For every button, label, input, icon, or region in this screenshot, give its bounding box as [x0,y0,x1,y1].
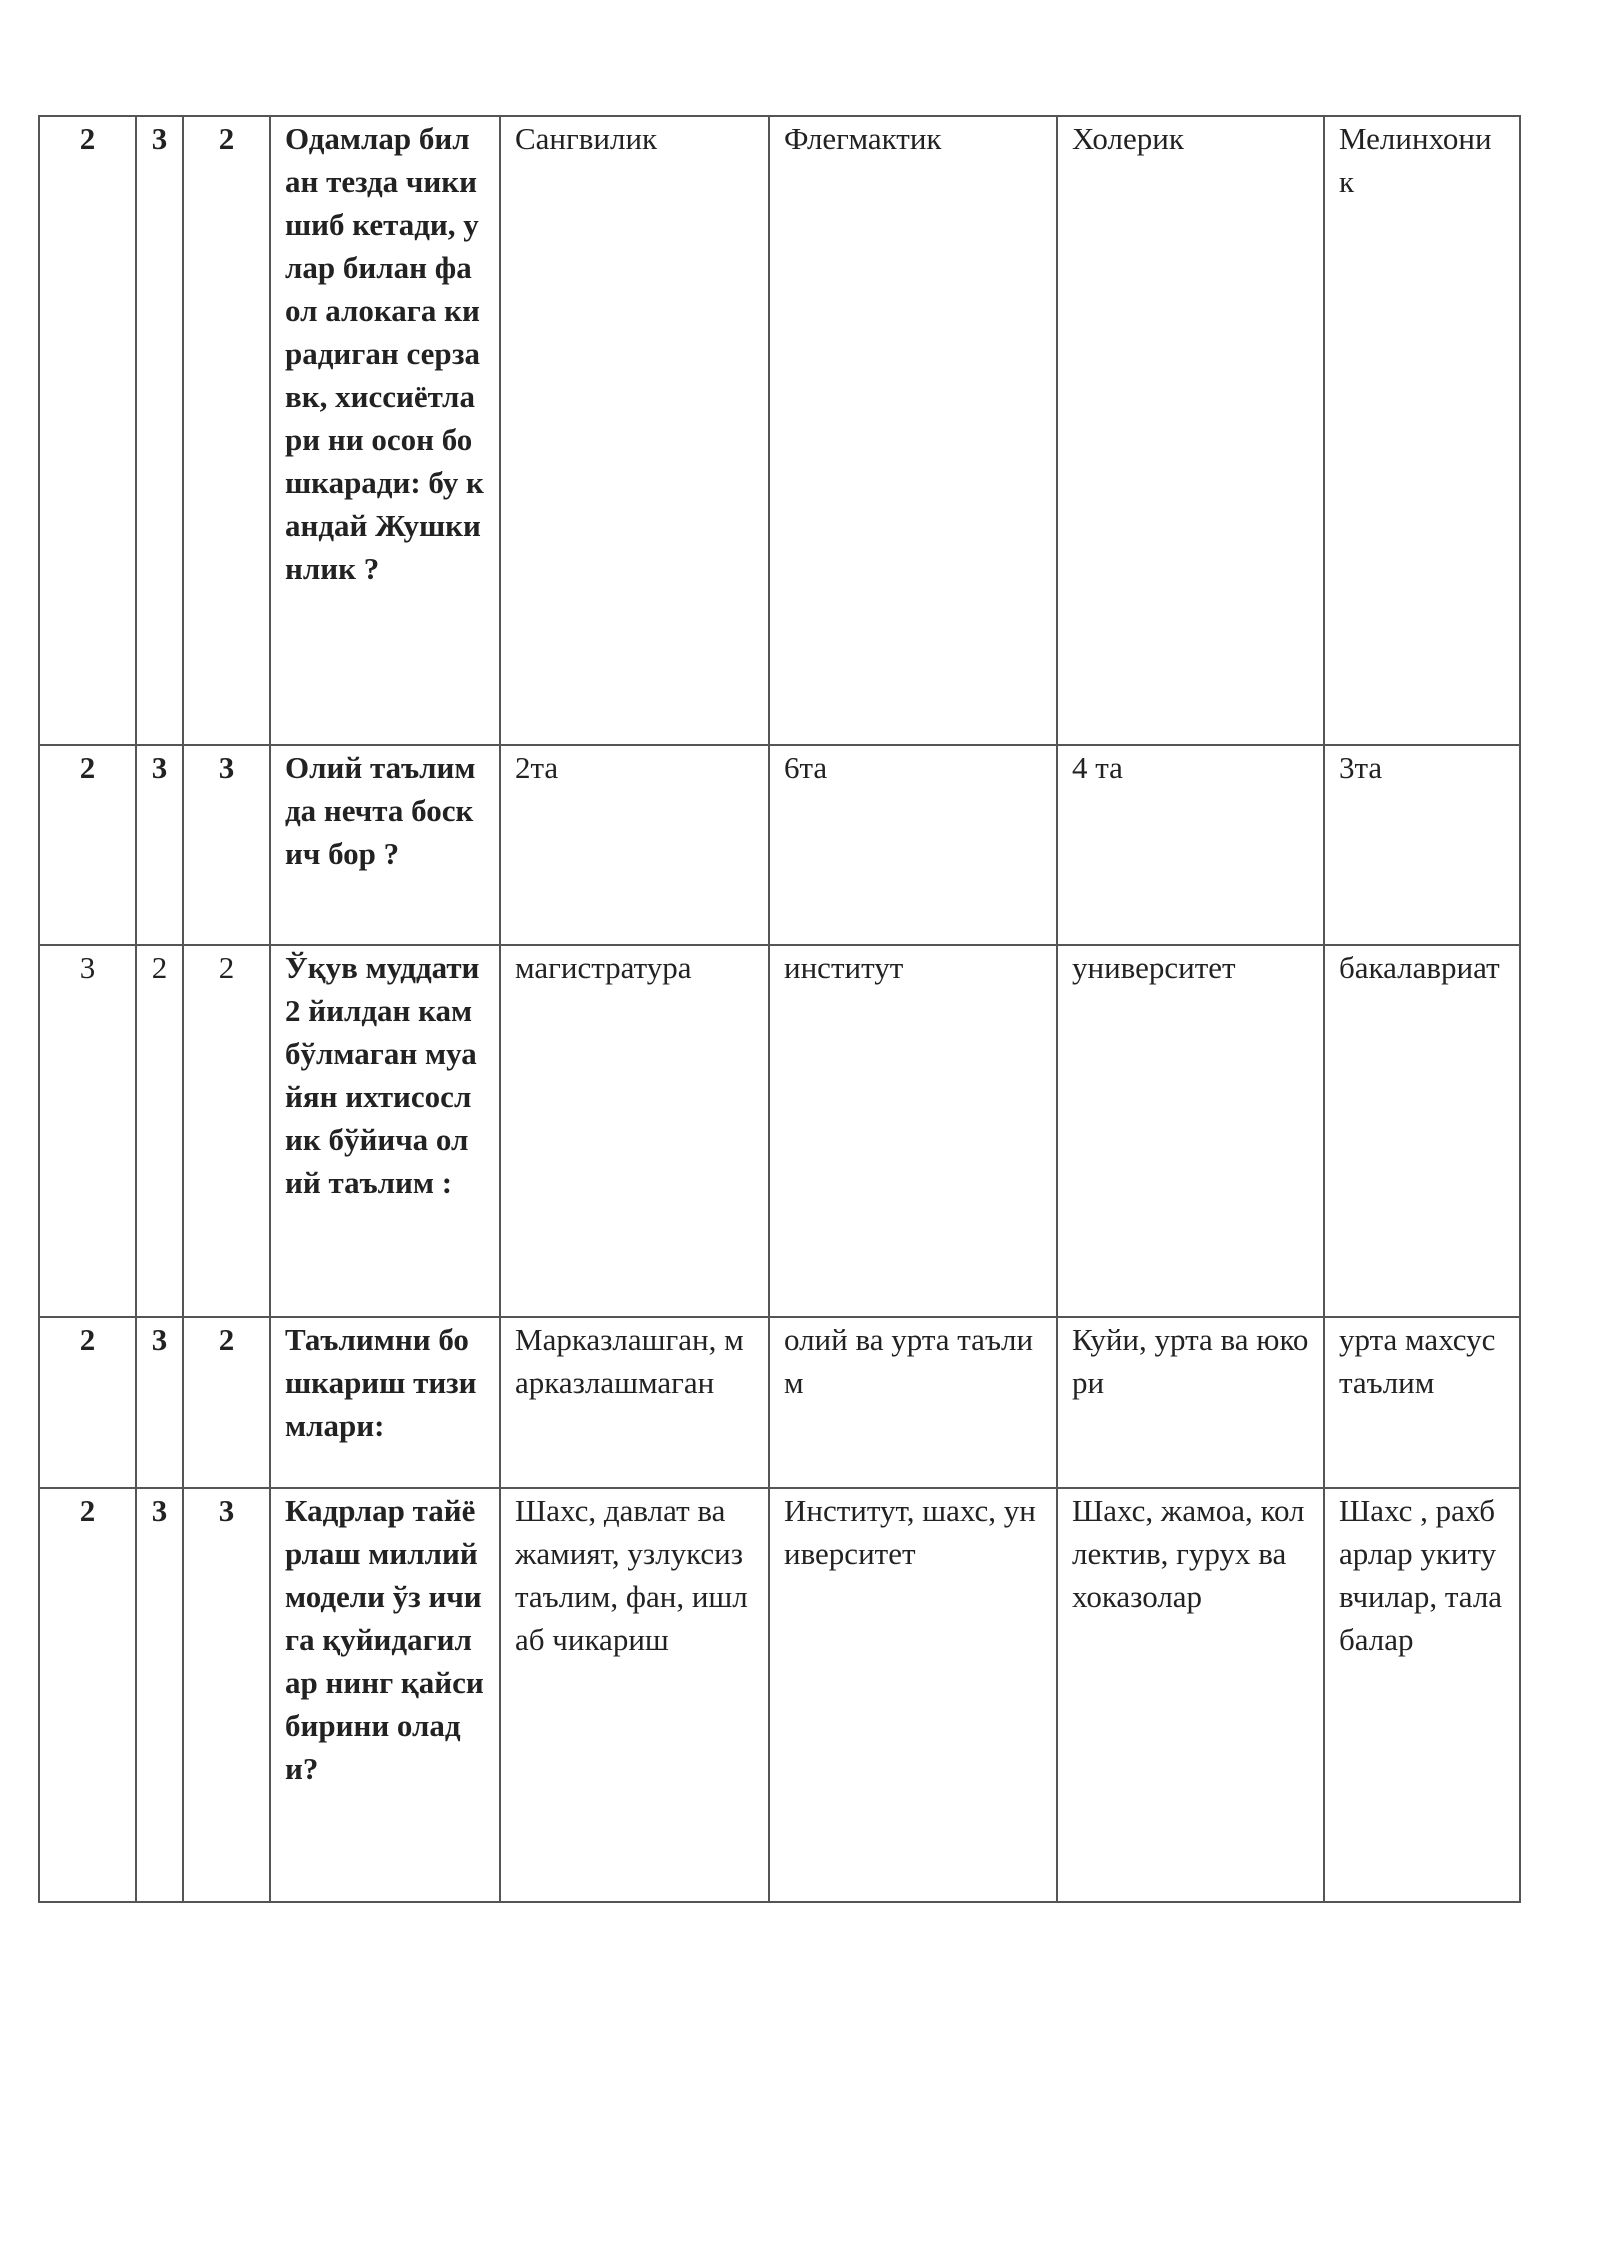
row-number-cell: 3 [136,745,183,945]
option-b-cell: 6та [769,745,1057,945]
table-row [39,1317,1520,1488]
option-b-cell: Флегмактик [769,116,1057,745]
row-number-cell: 2 [39,116,136,745]
row-number-cell: 2 [183,1317,270,1488]
option-d-cell: урта махсус таълим [1324,1317,1520,1488]
option-d-cell: 3та [1324,745,1520,945]
option-c-cell: 4 та [1057,745,1324,945]
question-table [38,115,1521,1903]
option-b-cell: институт [769,945,1057,1317]
option-c-cell: Шахс, жамоа, коллектив, гурух ва хоказолар [1057,1488,1324,1902]
option-c-cell: университет [1057,945,1324,1317]
row-number-cell: 3 [136,116,183,745]
question-cell: Олий таълимда нечта боскич бор ? [270,745,500,945]
question-cell: Ўқув муддати 2 йилдан кам бўлмаган муайян ихтисослик бўйича олий таълим : [270,945,500,1317]
row-number-cell: 3 [39,945,136,1317]
option-d-cell: бакалавриат [1324,945,1520,1317]
row-number-cell: 2 [183,945,270,1317]
option-d-cell: Шахс , рахбарлар укитувчилар, талабалар [1324,1488,1520,1902]
option-d-cell: Мелинхоник [1324,116,1520,745]
option-a-cell: 2та [500,745,769,945]
option-a-cell: магистратура [500,945,769,1317]
option-c-cell: Куйи, урта ва юкори [1057,1317,1324,1488]
table-row [39,1488,1520,1902]
question-cell: Одамлар билан тезда чикишиб кетади, улар билан фаол алокага кирадиган серзавк, хиссиётлари ни осон бошкаради: бу кандай Жушкинлик ? [270,116,500,745]
option-c-cell: Холерик [1057,116,1324,745]
row-number-cell: 3 [136,1488,183,1902]
row-number-cell: 3 [183,745,270,945]
option-b-cell: Институт, шахс, университет [769,1488,1057,1902]
option-a-cell: Сангвилик [500,116,769,745]
row-number-cell: 3 [136,1317,183,1488]
option-a-cell: Марказлашган, марказлашмаган [500,1317,769,1488]
row-number-cell: 3 [183,1488,270,1902]
row-number-cell: 2 [39,745,136,945]
option-a-cell: Шахс, давлат ва жамият, узлуксиз таълим, фан, ишлаб чикариш [500,1488,769,1902]
option-b-cell: олий ва урта таълим [769,1317,1057,1488]
question-cell: Кадрлар тайёрлаш миллий модели ўз ичига қуйидагилар нинг қайси бирини олади? [270,1488,500,1902]
row-number-cell: 2 [39,1317,136,1488]
row-number-cell: 2 [183,116,270,745]
table-row [39,945,1520,1317]
table-row [39,745,1520,945]
row-number-cell: 2 [136,945,183,1317]
row-number-cell: 2 [39,1488,136,1902]
table-row [39,116,1520,745]
question-cell: Таълимни бошкариш тизимлари: [270,1317,500,1488]
